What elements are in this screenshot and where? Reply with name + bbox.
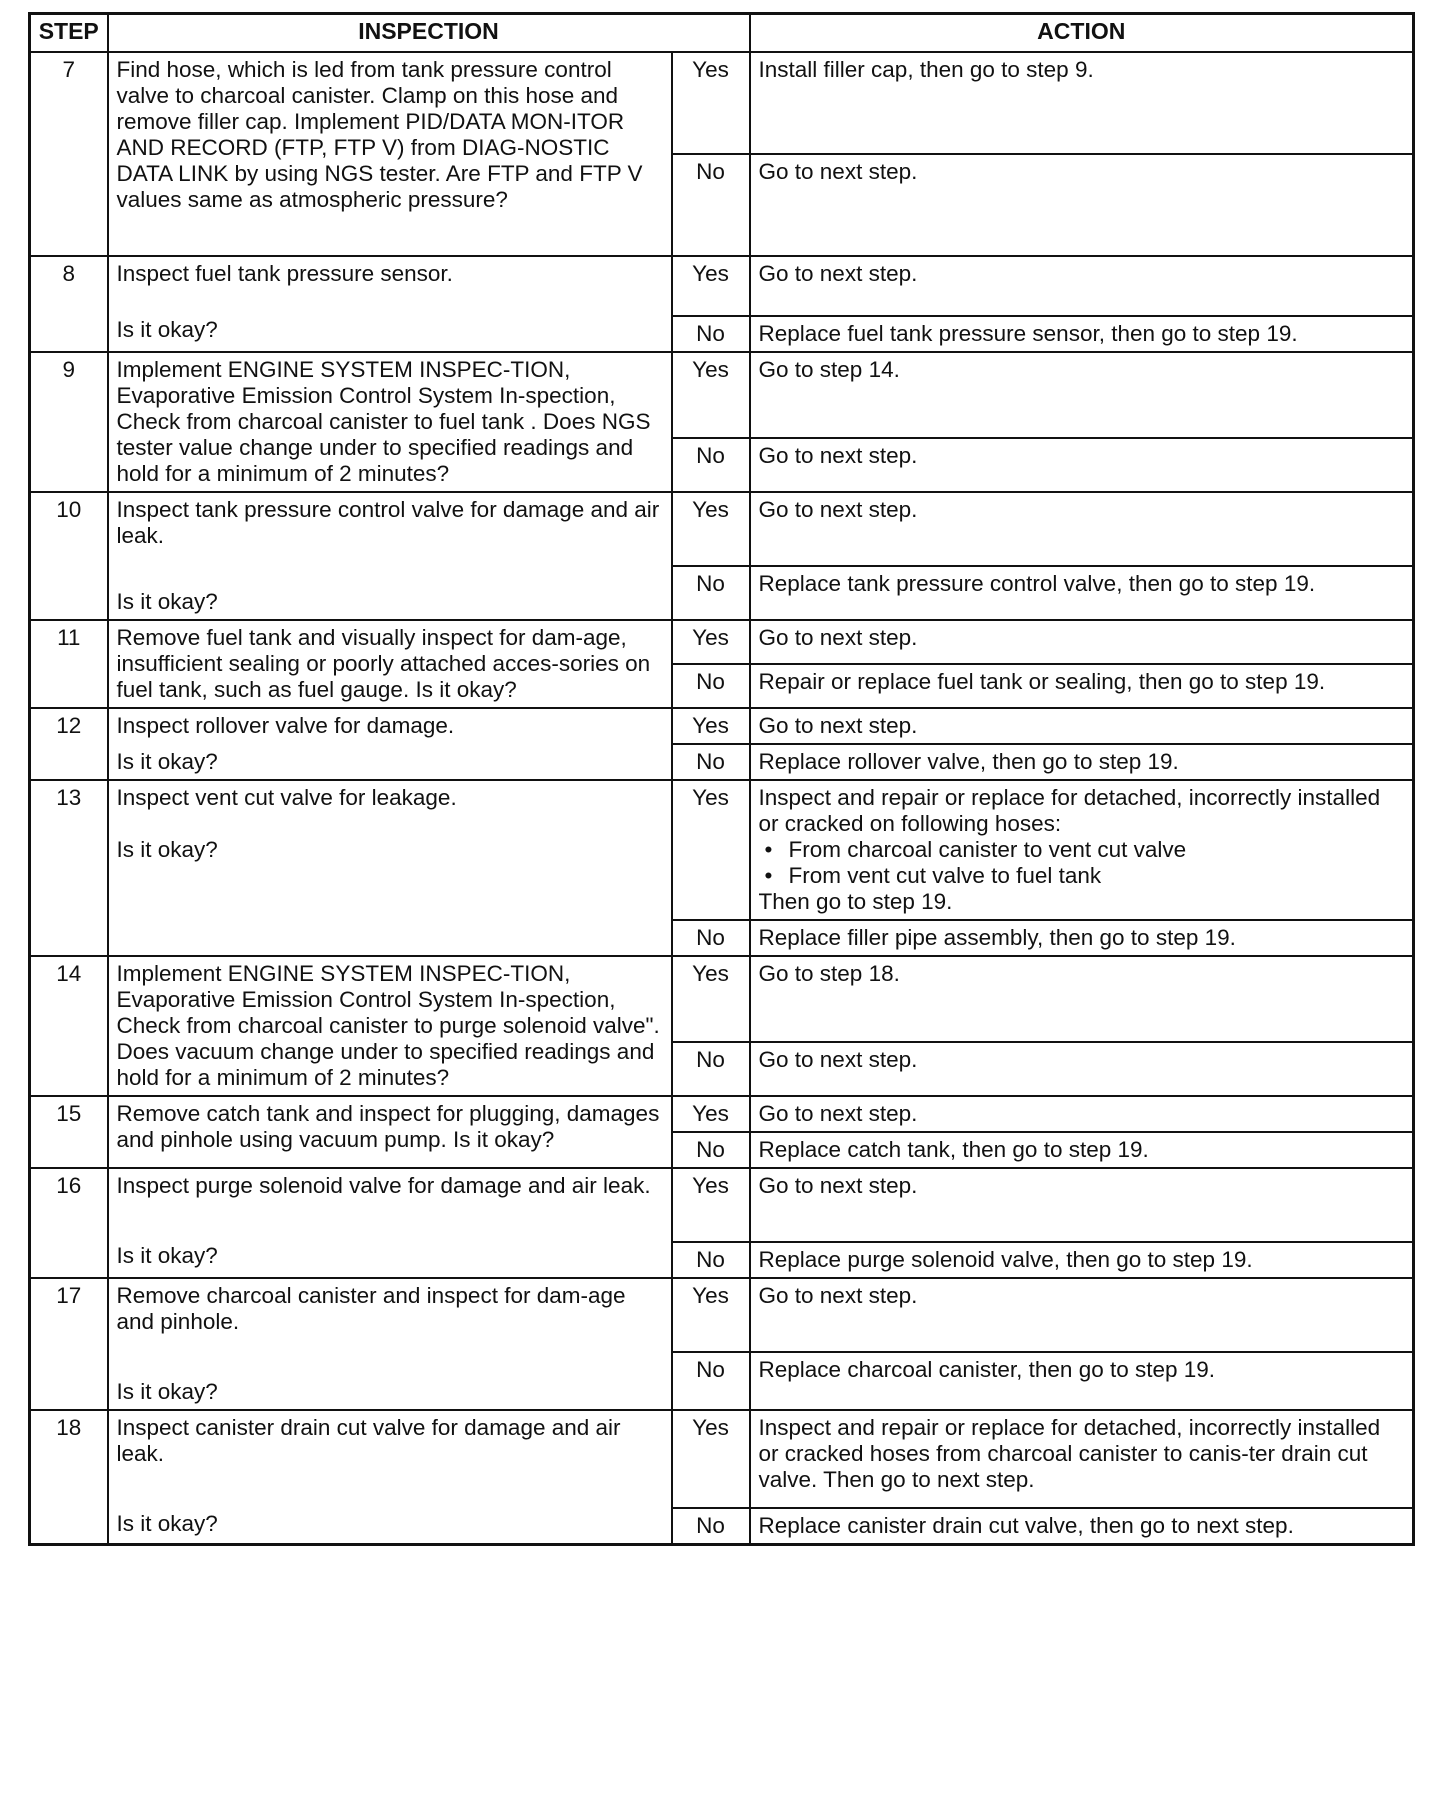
inspection-cell (108, 352, 672, 492)
yes-action: Go to next step. (750, 1168, 1414, 1242)
no-label: No (672, 744, 750, 780)
no-action: Go to next step. (750, 1042, 1414, 1096)
yes-label: Yes (672, 1168, 750, 1242)
inspection-cell (108, 492, 672, 620)
yes-label: Yes (672, 708, 750, 744)
table-row (30, 1410, 1414, 1508)
yes-label: Yes (672, 956, 750, 1042)
header-action: ACTION (750, 14, 1414, 53)
yes-label: Yes (672, 256, 750, 316)
inspection-text: Remove charcoal canister and inspect for dam-age and pinhole. (116, 1283, 626, 1334)
hose-list (759, 837, 1405, 889)
step-number: 14 (30, 956, 108, 1096)
inspection-cell (108, 780, 672, 956)
table-row (30, 492, 1414, 566)
yes-label: Yes (672, 1278, 750, 1352)
inspection-cell (108, 620, 672, 708)
no-label: No (672, 438, 750, 492)
inspection-text: Find hose, which is led from tank pressure control valve to charcoal canister. Clamp on this hose and remove filler cap. Implement PID/DATA MON-ITOR AND RECORD (FTP, FTP V) from DIAG-NOSTIC DATA LINK by using NGS tester. Are FTP and FTP V values same as atmospheric pressure? (116, 57, 643, 212)
yes-label: Yes (672, 492, 750, 566)
yes-action: Go to step 14. (750, 352, 1414, 438)
question-text: Is it okay? (116, 837, 218, 862)
header-inspection: INSPECTION (108, 14, 750, 53)
no-action: Repair or replace fuel tank or sealing, then go to step 19. (750, 664, 1414, 708)
question-text: Is it okay? (116, 749, 218, 774)
step-number: 8 (30, 256, 108, 352)
table-row (30, 708, 1414, 744)
table-row (30, 1168, 1414, 1242)
table-row (30, 780, 1414, 920)
yes-action-cell (750, 780, 1414, 920)
yes-label: Yes (672, 352, 750, 438)
inspection-cell (108, 256, 672, 352)
step-number: 7 (30, 52, 108, 256)
yes-action: Go to next step. (750, 708, 1414, 744)
list-item: • From vent cut valve to fuel tank (759, 863, 1405, 889)
yes-action: Go to next step. (750, 1096, 1414, 1132)
inspection-text: Inspect rollover valve for damage. (116, 713, 455, 738)
no-label: No (672, 316, 750, 352)
step-number: 17 (30, 1278, 108, 1410)
no-label: No (672, 1132, 750, 1168)
table-row (30, 352, 1414, 438)
step-number: 15 (30, 1096, 108, 1168)
table-row (30, 1278, 1414, 1352)
no-action: Replace tank pressure control valve, then go to step 19. (750, 566, 1414, 620)
no-label: No (672, 664, 750, 708)
inspection-text: Implement ENGINE SYSTEM INSPEC-TION, Evaporative Emission Control System In-spection, Check from charcoal canister to purge solenoid valve". Does vacuum change under to specified readings and hold for a minimum of 2 minutes? (116, 961, 660, 1090)
yes-label: Yes (672, 1096, 750, 1132)
no-action: Replace catch tank, then go to step 19. (750, 1132, 1414, 1168)
no-label: No (672, 154, 750, 256)
inspection-text: Inspect fuel tank pressure sensor. (116, 261, 453, 286)
step-number: 18 (30, 1410, 108, 1545)
yes-label: Yes (672, 1410, 750, 1508)
yes-action: Go to next step. (750, 620, 1414, 664)
no-label: No (672, 1508, 750, 1545)
list-item: • From charcoal canister to vent cut valve (759, 837, 1405, 863)
yes-label: Yes (672, 620, 750, 664)
diagnostic-table (28, 12, 1415, 1546)
inspection-text: Inspect vent cut valve for leakage. (116, 785, 457, 810)
yes-action: Go to next step. (750, 1278, 1414, 1352)
yes-action: Go to step 18. (750, 956, 1414, 1042)
yes-action: Go to next step. (750, 256, 1414, 316)
no-action: Replace charcoal canister, then go to step 19. (750, 1352, 1414, 1410)
inspection-cell (108, 708, 672, 780)
no-action: Replace rollover valve, then go to step 19. (750, 744, 1414, 780)
step-number: 13 (30, 780, 108, 956)
step-number: 9 (30, 352, 108, 492)
no-label: No (672, 566, 750, 620)
header-row (30, 14, 1414, 53)
yes-action-followup: Then go to step 19. (758, 889, 953, 914)
inspection-text: Remove fuel tank and visually inspect for dam-age, insufficient sealing or poorly attached acces-sories on fuel tank, such as fuel gauge. Is it okay? (116, 625, 651, 702)
inspection-cell (108, 1410, 672, 1545)
step-number: 16 (30, 1168, 108, 1278)
yes-label: Yes (672, 52, 750, 154)
yes-label: Yes (672, 780, 750, 920)
question-text: Is it okay? (116, 1243, 218, 1268)
yes-action: Install filler cap, then go to step 9. (750, 52, 1414, 154)
no-action: Replace filler pipe assembly, then go to step 19. (750, 920, 1414, 956)
no-action: Replace canister drain cut valve, then go to next step. (750, 1508, 1414, 1545)
question-text: Is it okay? (116, 1511, 218, 1536)
inspection-cell (108, 1096, 672, 1168)
table-row (30, 956, 1414, 1042)
table-row (30, 256, 1414, 316)
no-action: Go to next step. (750, 438, 1414, 492)
question-text: Is it okay? (116, 1379, 218, 1404)
yes-action: Inspect and repair or replace for detached, incorrectly installed or cracked on following hoses: (758, 785, 1381, 836)
yes-action: Go to next step. (750, 492, 1414, 566)
question-text: Is it okay? (116, 589, 218, 614)
inspection-text: Inspect canister drain cut valve for damage and air leak. (116, 1415, 621, 1466)
no-label: No (672, 920, 750, 956)
no-action: Go to next step. (750, 154, 1414, 256)
diagnostic-procedure-sheet (28, 12, 1412, 1546)
no-action: Replace fuel tank pressure sensor, then go to step 19. (750, 316, 1414, 352)
inspection-cell (108, 956, 672, 1096)
inspection-text: Remove catch tank and inspect for plugging, damages and pinhole using vacuum pump. Is it okay? (116, 1101, 660, 1152)
header-step: STEP (30, 14, 108, 53)
step-number: 12 (30, 708, 108, 780)
no-label: No (672, 1242, 750, 1278)
table-row (30, 620, 1414, 664)
question-text: Is it okay? (116, 317, 218, 342)
yes-action: Inspect and repair or replace for detached, incorrectly installed or cracked hoses from charcoal canister to canis-ter drain cut valve. Then go to next step. (750, 1410, 1414, 1508)
no-label: No (672, 1352, 750, 1410)
step-number: 11 (30, 620, 108, 708)
no-action: Replace purge solenoid valve, then go to step 19. (750, 1242, 1414, 1278)
no-label: No (672, 1042, 750, 1096)
table-row (30, 1096, 1414, 1132)
inspection-text: Implement ENGINE SYSTEM INSPEC-TION, Evaporative Emission Control System In-spection, Check from charcoal canister to fuel tank . Does NGS tester value change under to specified readings and hold for a minimum of 2 minutes? (116, 357, 651, 486)
inspection-cell (108, 52, 672, 256)
inspection-cell (108, 1278, 672, 1410)
inspection-text: Inspect tank pressure control valve for damage and air leak. (116, 497, 660, 548)
step-number: 10 (30, 492, 108, 620)
table-row (30, 52, 1414, 154)
inspection-cell (108, 1168, 672, 1278)
inspection-text: Inspect purge solenoid valve for damage and air leak. (116, 1173, 651, 1198)
